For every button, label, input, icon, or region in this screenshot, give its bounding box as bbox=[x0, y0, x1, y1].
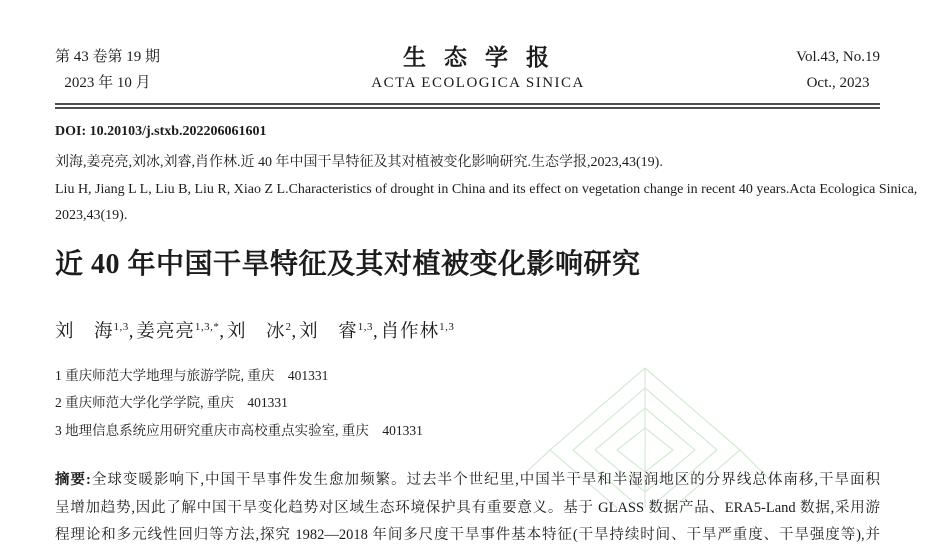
header-divider bbox=[55, 103, 880, 109]
author-name: 肖作林 bbox=[380, 321, 440, 342]
citation-en-line2: 2023,43(19). bbox=[55, 208, 128, 223]
author bbox=[55, 322, 136, 342]
author-separator: , bbox=[128, 321, 134, 342]
abstract bbox=[55, 467, 880, 550]
author-separator: , bbox=[291, 321, 297, 342]
volume-info bbox=[796, 44, 880, 96]
citation-block bbox=[55, 150, 918, 230]
author-affiliation-sup: 2 bbox=[285, 320, 292, 333]
author-separator: , bbox=[219, 321, 225, 342]
authors-line bbox=[55, 314, 880, 345]
journal-name-zh: 生态学报 bbox=[403, 45, 568, 70]
affiliations bbox=[55, 362, 880, 445]
author bbox=[227, 322, 299, 342]
abstract-label: 摘要: bbox=[55, 472, 91, 488]
issue-date-en: Oct., 2023 bbox=[806, 75, 870, 91]
abstract-line-2: 呈增加趋势,因此了解中国干旱变化趋势对区域生态环境保护具有重要意义。基于 GLASS 数据产品、ERA5-Land 数据,采用游 bbox=[55, 499, 880, 516]
author-name: 姜亮亮 bbox=[136, 321, 195, 342]
author-affiliation-sup: 1,3,* bbox=[194, 320, 220, 333]
author-separator: , bbox=[372, 321, 378, 342]
affiliation-1: 1 重庆师范大学地理与旅游学院, 重庆 401331 bbox=[55, 367, 329, 383]
journal-name-en: ACTA ECOLOGICA SINICA bbox=[371, 75, 585, 91]
abstract-text: 全球变暖影响下,中国干旱事件发生愈加频繁。过去半个世纪里,中国半干旱和半湿润地区的分界线总体南移,干旱面积 bbox=[90, 472, 880, 488]
issue-date-zh: 2023 年 10 月 bbox=[64, 75, 151, 91]
affiliation-3: 3 地理信息系统应用研究重庆市高校重点实验室, 重庆 401331 bbox=[55, 422, 423, 438]
journal-name-block bbox=[160, 44, 796, 94]
article-title: 近 40 年中国干旱特征及其对植被变化影响研究 bbox=[55, 248, 641, 280]
author-affiliation-sup: 1,3 bbox=[113, 320, 129, 333]
author-name: 刘 睿 bbox=[299, 321, 358, 342]
citation-zh: 刘海,姜亮亮,刘冰,刘睿,肖作林.近 40 年中国干旱特征及其对植被变化影响研究.生态学报,2023,43(19). bbox=[55, 155, 663, 170]
author-affiliation-sup: 1,3 bbox=[439, 320, 455, 333]
issue-info bbox=[55, 44, 160, 96]
affiliation-2: 2 重庆师范大学化学学院, 重庆 401331 bbox=[55, 395, 288, 410]
author-affiliation-sup: 1,3 bbox=[357, 320, 373, 333]
issue-number: 第 43 卷第 19 期 bbox=[55, 49, 161, 65]
journal-header bbox=[55, 44, 880, 96]
author bbox=[136, 322, 227, 342]
volume-number: Vol.43, No.19 bbox=[796, 49, 880, 65]
author-name: 刘 冰 bbox=[227, 321, 286, 342]
author bbox=[381, 322, 455, 342]
abstract-line-1 bbox=[55, 467, 880, 495]
abstract-line-3: 程理论和多元线性回归等方法,探究 1982—2018 年间多尺度干旱事件基本特征(干旱持续时间、干旱严重度、干旱强度等),并 bbox=[55, 527, 880, 543]
author-name: 刘 海 bbox=[55, 321, 114, 342]
doi: DOI: 10.20103/j.stxb.202206061601 bbox=[55, 124, 267, 139]
citation-en-line1: Liu H, Jiang L L, Liu B, Liu R, Xiao Z L.Characteristics of drought in China and its effect on vegetation change in recent 40 years.Acta Ecologica Sinica, bbox=[55, 181, 918, 197]
author bbox=[299, 322, 380, 342]
